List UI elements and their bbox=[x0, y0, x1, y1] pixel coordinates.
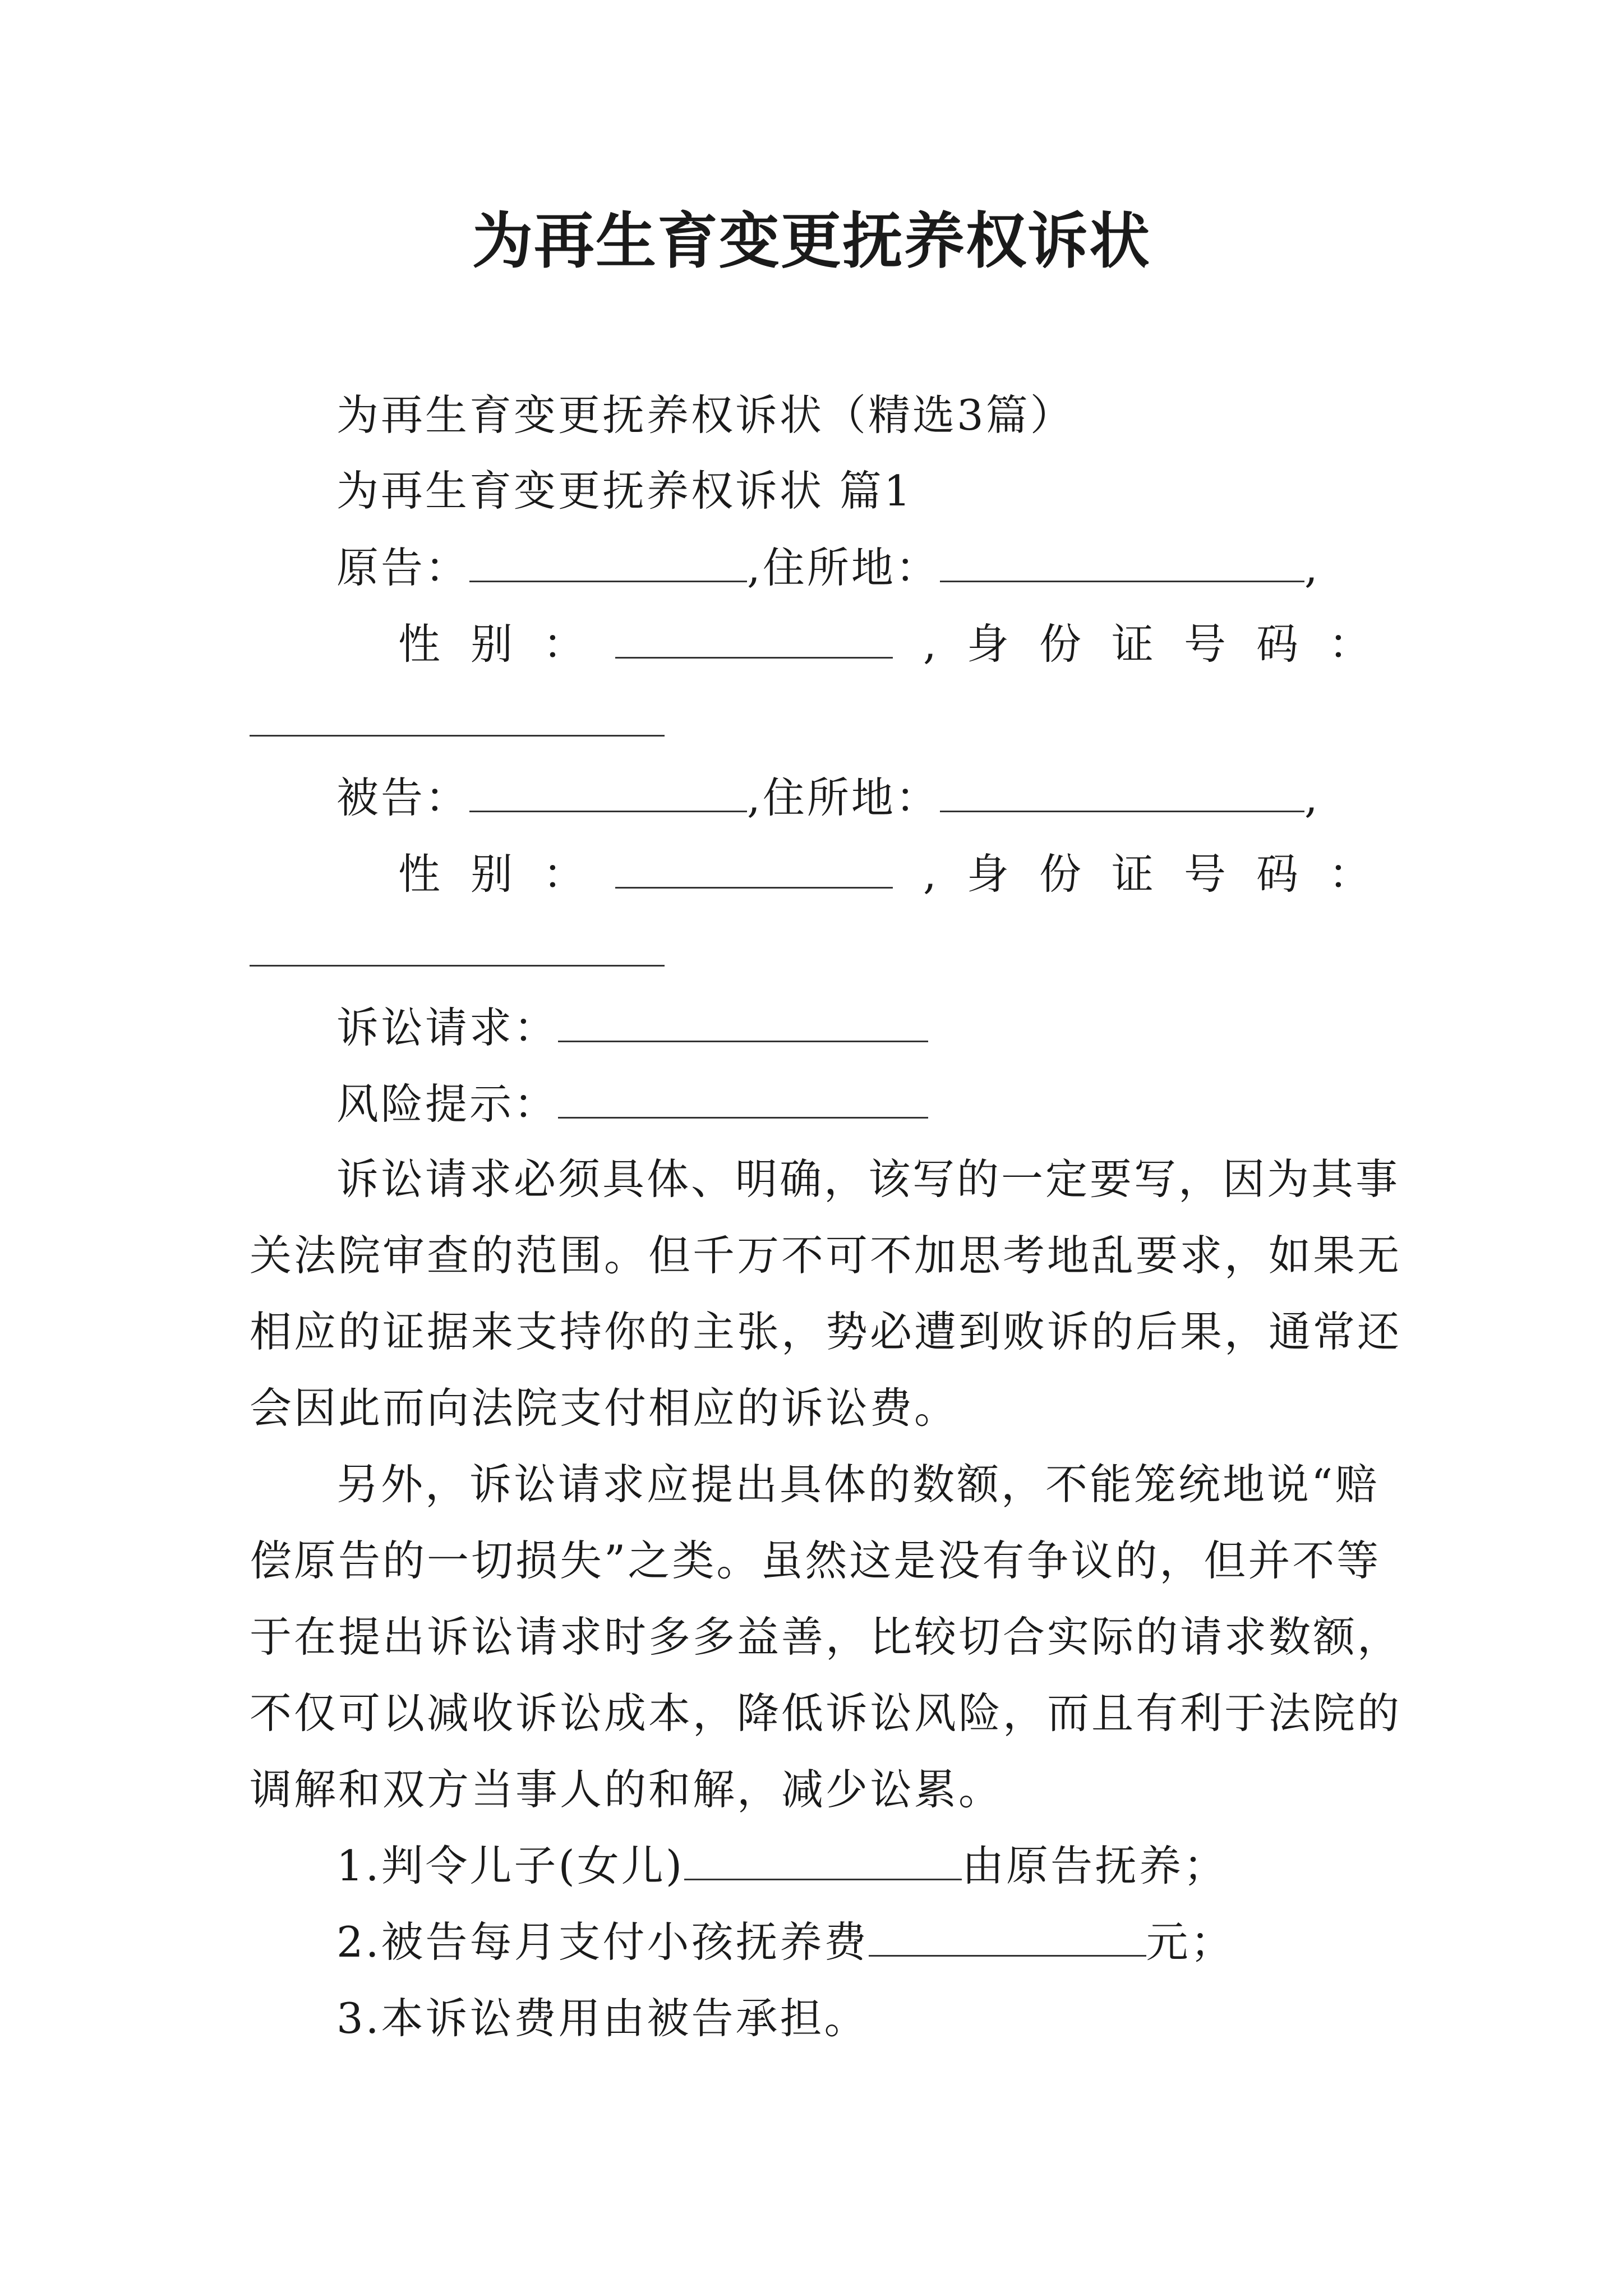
separator-comma: , bbox=[923, 619, 937, 669]
id-char: 证 bbox=[1111, 619, 1154, 669]
plaintiff-id-blank bbox=[250, 735, 665, 737]
defendant-comma: , bbox=[1304, 773, 1320, 822]
id-char: 号 bbox=[1183, 619, 1226, 669]
defendant-label: 被告： bbox=[336, 773, 470, 822]
separator-comma: , bbox=[923, 849, 937, 899]
request-item-2 bbox=[336, 1914, 1235, 1970]
defendant-line bbox=[336, 770, 1320, 826]
plaintiff-gender-blank bbox=[615, 622, 893, 659]
request-1-prefix: 1.判令儿子(女儿) bbox=[336, 1841, 685, 1890]
gender-char: 性 bbox=[398, 849, 441, 899]
paragraph-1-line: 会因此而向法院支付相应的诉讼费。 bbox=[250, 1383, 959, 1433]
id-char: 身 bbox=[966, 849, 1009, 899]
plaintiff-name-blank bbox=[469, 546, 747, 582]
defendant-residence-label: ,住所地： bbox=[747, 773, 940, 822]
id-char: 份 bbox=[1039, 619, 1081, 669]
id-char: ： bbox=[1328, 619, 1371, 669]
paragraph-2-line: 调解和双方当事人的和解，减少讼累。 bbox=[250, 1765, 1003, 1814]
risk-label: 风险提示： bbox=[336, 1079, 559, 1129]
risk-blank bbox=[558, 1082, 928, 1119]
plaintiff-residence-blank bbox=[940, 546, 1304, 582]
defendant-gender-id-line bbox=[398, 846, 1371, 902]
paragraph-2-line: 不仅可以减收诉讼成本，降低诉讼风险，而且有利于法院的 bbox=[250, 1688, 1402, 1738]
paragraph-2-line: 偿原告的一切损失”之类。虽然这是没有争议的，但并不等 bbox=[250, 1536, 1381, 1585]
id-char: 码 bbox=[1256, 619, 1298, 669]
request-item-1 bbox=[336, 1838, 1228, 1894]
defendant-id-blank bbox=[250, 965, 665, 967]
gender-char: 别 bbox=[471, 849, 513, 899]
paragraph-1-line: 关法院审查的范围。但千万不可不加思考地乱要求，如果无 bbox=[250, 1231, 1402, 1280]
plaintiff-gender-id-line bbox=[398, 616, 1371, 672]
request-2-prefix: 2.被告每月支付小孩抚养费 bbox=[336, 1917, 869, 1967]
plaintiff-line bbox=[336, 540, 1320, 596]
id-char: 码 bbox=[1256, 849, 1298, 899]
id-char: 身 bbox=[966, 619, 1009, 669]
claim-label: 诉讼请求： bbox=[336, 1003, 559, 1052]
document-subtitle: 为再生育变更抚养权诉状（精选3篇） bbox=[336, 390, 1075, 440]
id-char: 份 bbox=[1039, 849, 1081, 899]
gender-char: 性 bbox=[398, 619, 441, 669]
gender-char: 别 bbox=[471, 619, 513, 669]
id-char: 证 bbox=[1111, 849, 1154, 899]
id-char: ： bbox=[1328, 849, 1371, 899]
paragraph-1-line: 诉讼请求必须具体、明确，该写的一定要写，因为其事 bbox=[336, 1154, 1400, 1204]
defendant-residence-blank bbox=[940, 776, 1304, 812]
request-1-blank bbox=[684, 1844, 962, 1880]
defendant-name-blank bbox=[469, 776, 747, 812]
defendant-gender-blank bbox=[615, 852, 893, 889]
risk-line bbox=[336, 1076, 928, 1132]
id-char: 号 bbox=[1183, 849, 1226, 899]
gender-char: ： bbox=[543, 619, 585, 669]
plaintiff-label: 原告： bbox=[336, 543, 470, 592]
request-2-suffix: 元； bbox=[1146, 1917, 1235, 1967]
request-item-3: 3.本诉讼费用由被告承担。 bbox=[336, 1994, 869, 2043]
gender-char: ： bbox=[543, 849, 585, 899]
plaintiff-residence-label: ,住所地： bbox=[747, 543, 940, 592]
claim-line bbox=[336, 1000, 928, 1056]
paragraph-2-line: 另外，诉讼请求应提出具体的数额，不能笼统地说“赔 bbox=[336, 1460, 1380, 1509]
claim-blank bbox=[558, 1006, 928, 1042]
plaintiff-comma: , bbox=[1304, 543, 1320, 592]
request-2-blank bbox=[869, 1920, 1146, 1957]
document-title: 为再生育变更抚养权诉状 bbox=[472, 206, 1151, 277]
request-1-suffix: 由原告抚养； bbox=[962, 1841, 1228, 1890]
section-heading: 为再生育变更抚养权诉状 篇1 bbox=[336, 466, 913, 516]
paragraph-1-line: 相应的证据来支持你的主张，势必遭到败诉的后果，通常还 bbox=[250, 1307, 1402, 1356]
paragraph-2-line: 于在提出诉讼请求时多多益善，比较切合实际的请求数额， bbox=[250, 1612, 1402, 1662]
